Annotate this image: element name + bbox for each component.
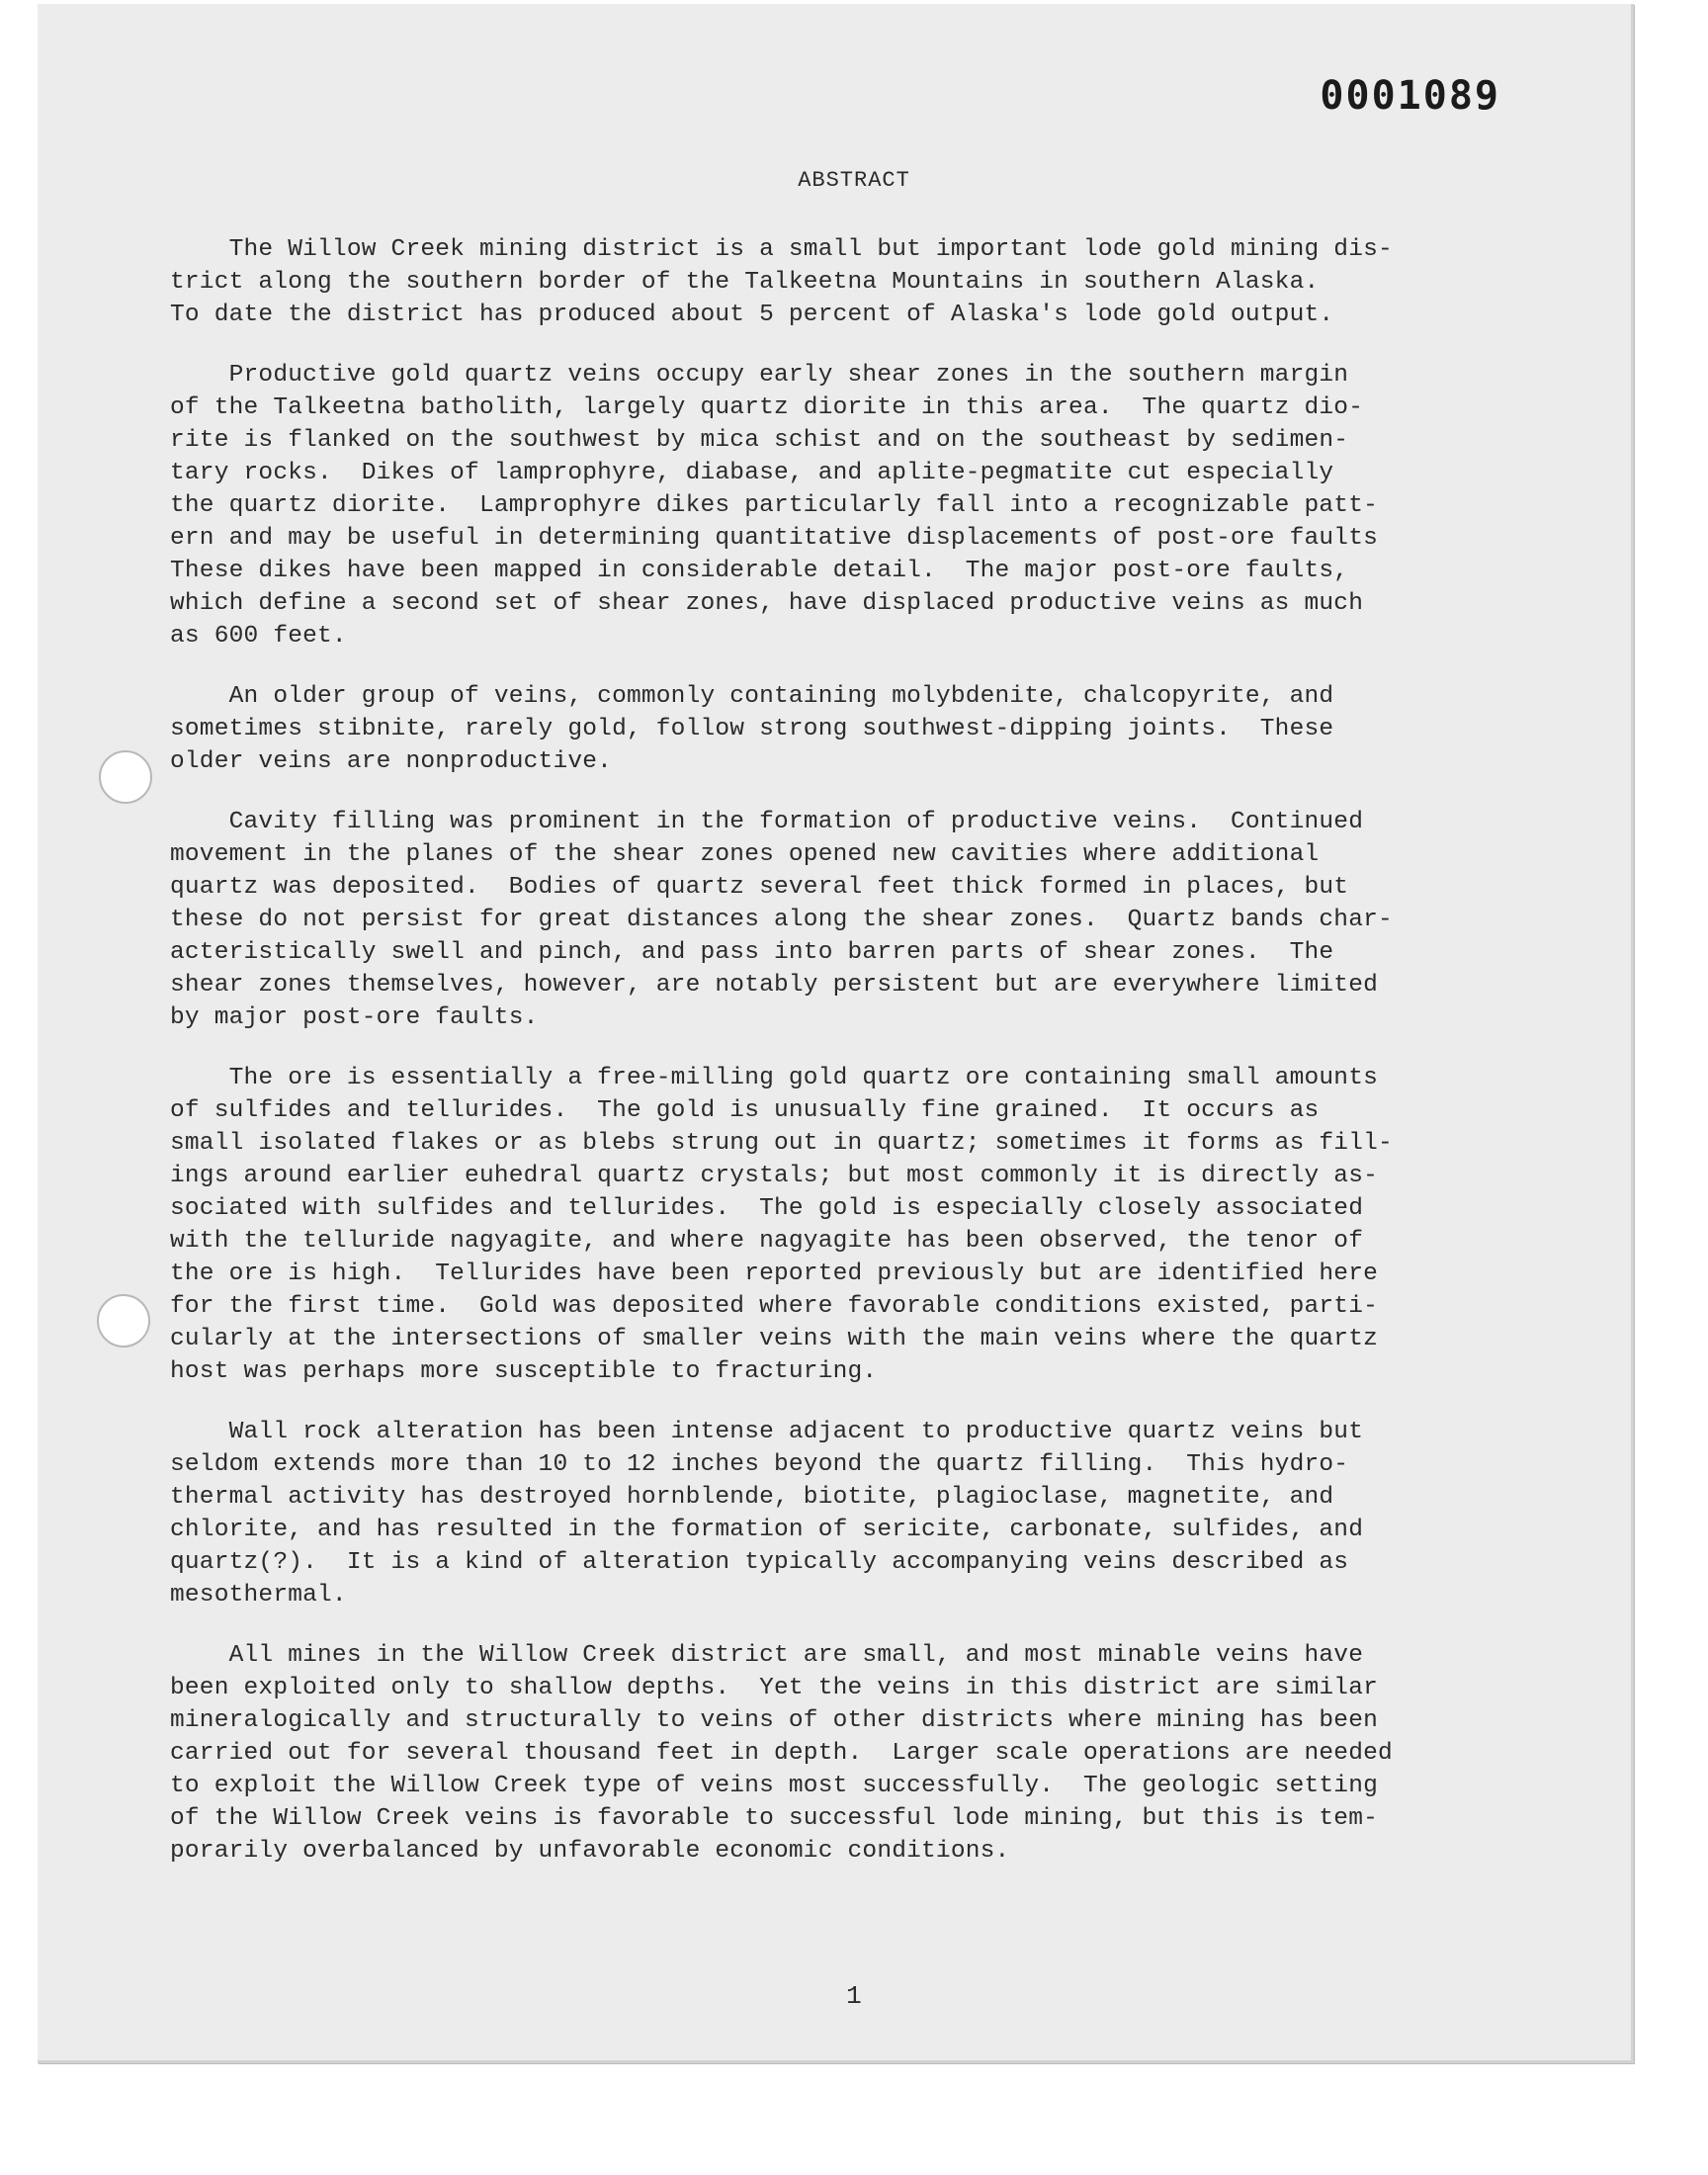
text-line: with the telluride nagyagite, and where nagyagite has been observed, the tenor of (170, 1228, 1364, 1255)
text-line: movement in the planes of the shear zones opened new cavities where additional (170, 841, 1320, 868)
text-line: host was perhaps more susceptible to fracturing. (170, 1358, 878, 1385)
text-line: small isolated flakes or as blebs strung out in quartz; sometimes it forms as fill- (170, 1130, 1393, 1157)
paragraph (170, 233, 1544, 331)
text-line: Productive gold quartz veins occupy early shear zones in the southern margin (170, 362, 1349, 389)
text-line: ern and may be useful in determining quantitative displacements of post-ore faults (170, 525, 1378, 552)
page-title: ABSTRACT (798, 168, 910, 193)
text-line: for the first time. Gold was deposited where favorable conditions existed, parti- (170, 1293, 1378, 1320)
paragraph (170, 359, 1544, 652)
text-line: seldom extends more than 10 to 12 inches beyond the quartz filling. This hydro- (170, 1451, 1349, 1478)
text-line: All mines in the Willow Creek district are small, and most minable veins have (170, 1642, 1364, 1669)
text-line: sometimes stibnite, rarely gold, follow strong southwest-dipping joints. These (170, 716, 1334, 742)
text-line: the quartz diorite. Lamprophyre dikes particularly fall into a recognizable patt- (170, 492, 1378, 519)
text-line: these do not persist for great distances along the shear zones. Quartz bands char- (170, 907, 1393, 933)
text-line: porarily overbalanced by unfavorable economic conditions. (170, 1838, 1010, 1865)
page-number: 1 (846, 1981, 862, 2011)
text-line: rite is flanked on the southwest by mica schist and on the southeast by sedimen- (170, 427, 1349, 454)
text-line: to exploit the Willow Creek type of veins most successfully. The geologic setting (170, 1773, 1378, 1799)
paragraph (170, 1639, 1544, 1868)
text-line: trict along the southern border of the Talkeetna Mountains in southern Alaska. (170, 269, 1320, 296)
text-line: Wall rock alteration has been intense adjacent to productive quartz veins but (170, 1419, 1364, 1445)
text-line: acteristically swell and pinch, and pass into barren parts of shear zones. The (170, 939, 1334, 966)
text-line: The ore is essentially a free-milling gold quartz ore containing small amounts (170, 1065, 1378, 1091)
text-line: older veins are nonproductive. (170, 748, 613, 775)
paragraph (170, 806, 1544, 1034)
text-line: thermal activity has destroyed hornblende, biotite, plagioclase, magnetite, and (170, 1484, 1334, 1511)
text-line: cularly at the intersections of smaller veins with the main veins where the quartz (170, 1326, 1378, 1352)
text-line: mesothermal. (170, 1582, 347, 1609)
text-line: An older group of veins, commonly containing molybdenite, chalcopyrite, and (170, 683, 1334, 710)
paragraph (170, 680, 1544, 778)
abstract-body (170, 233, 1544, 1895)
text-line: sociated with sulfides and tellurides. The gold is especially closely associated (170, 1195, 1364, 1222)
text-line: of the Willow Creek veins is favorable to successful lode mining, but this is tem- (170, 1805, 1378, 1832)
punch-hole-icon (99, 750, 152, 804)
document-number: 0001089 (1320, 73, 1500, 119)
text-line: Cavity filling was prominent in the formation of productive veins. Continued (170, 809, 1364, 835)
text-line: of the Talkeetna batholith, largely quartz diorite in this area. The quartz dio- (170, 394, 1364, 421)
paragraph (170, 1416, 1544, 1611)
text-line: by major post-ore faults. (170, 1004, 539, 1031)
text-line: carried out for several thousand feet in depth. Larger scale operations are needed (170, 1740, 1393, 1767)
text-line: mineralogically and structurally to veins of other districts where mining has been (170, 1707, 1378, 1734)
text-line: The Willow Creek mining district is a small but important lode gold mining dis- (170, 236, 1393, 263)
text-line: which define a second set of shear zones, have displaced productive veins as much (170, 590, 1364, 617)
text-line: ings around earlier euhedral quartz crystals; but most commonly it is directly as- (170, 1163, 1378, 1189)
text-line: To date the district has produced about 5 percent of Alaska's lode gold output. (170, 302, 1334, 328)
text-line: tary rocks. Dikes of lamprophyre, diabase, and aplite-pegmatite cut especially (170, 460, 1334, 486)
text-line: shear zones themselves, however, are notably persistent but are everywhere limited (170, 972, 1378, 999)
text-line: These dikes have been mapped in considerable detail. The major post-ore faults, (170, 558, 1349, 584)
text-line: been exploited only to shallow depths. Yet the veins in this district are similar (170, 1675, 1378, 1701)
text-line: quartz(?). It is a kind of alteration typically accompanying veins described as (170, 1549, 1349, 1576)
text-line: as 600 feet. (170, 623, 347, 650)
text-line: the ore is high. Tellurides have been reported previously but are identified here (170, 1261, 1378, 1287)
text-line: chlorite, and has resulted in the formation of sericite, carbonate, sulfides, and (170, 1517, 1364, 1543)
text-line: of sulfides and tellurides. The gold is unusually fine grained. It occurs as (170, 1097, 1320, 1124)
punch-hole-icon (97, 1294, 150, 1348)
text-line: quartz was deposited. Bodies of quartz several feet thick formed in places, but (170, 874, 1349, 901)
paragraph (170, 1062, 1544, 1388)
